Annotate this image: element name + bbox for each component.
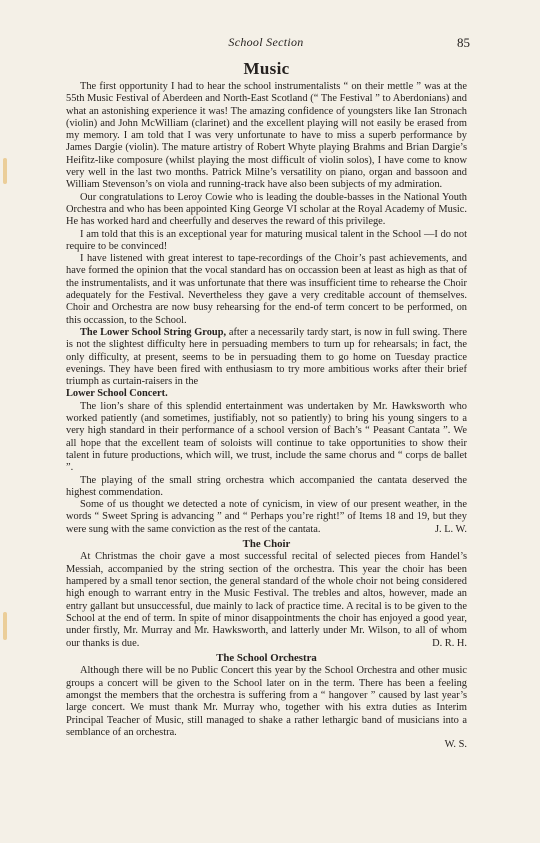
section-heading-choir: The Choir bbox=[242, 537, 291, 550]
paper-stain bbox=[3, 612, 7, 640]
author-signature: D. R. H. bbox=[432, 637, 467, 649]
paragraph bbox=[66, 551, 467, 649]
paragraph-text: At Christmas the choir gave a most successful recital of selected pieces from Handel’s Messiah, accompanied by the string section of the orchestra. This year the choir has been hampered by a small tenor section, the general standard of the whole choir not being considered high enough to warrant entry in the Music Festival. The trebles and altos, however, made an entry gallant but unsuccessful, due mainly to lack of practice time. A recital is to be given to the School at the end of term. In spite of minor disappointments the choir has enjoyed a good year, under firstly, Mr. Murray and Mr. Hawksworth, and latterly under Mr. Wilson, to all of whom our thanks is due. bbox=[66, 551, 467, 649]
paragraph: The first opportunity I had to hear the school instrumentalists “ on their mettle ” was at the 55th Music Festival of Aberdeen and North-East Scotland (“ The Festival ” to Aberdonians) and what an astonishing experience it was! The amazing confidence of youngsters like Ian Stronach (violin) and John McWilliam (clarinet) and the excellent playing will not easily be erased from my memory. I am told that I was very unfortunate to have to miss a superb performance by James Dargie (violin). The mature artistry of Robert Whyte playing Brahms and Brian Dargie’s Heifitz-like composure (whilst playing the most difficult of violin solos), I have come to know very well in the last two months. Patrick Milne’s versatility on piano, organ and bassoon and William Stevenson’s on viola and running-track have also been subjects of my admiration. bbox=[66, 81, 467, 191]
paragraph-text: after a necessarily tardy start, is now in full swing. There is not the slightest difficulty here in persuading members to turn up for rehearsals; in fact, the only difficulty, at present, seems to be in persuading them to go home on Tuesday practice evenings. They have been fired with enthusiasm to try more ambitious works after their brief triumph as curtain-raisers in the bbox=[66, 326, 467, 388]
paragraph: Although there will be no Public Concert this year by the School Orchestra and other music groups a concert will be given to the School later on in the term. There has been a feeling amongst the members that the orchestra is suffering from a “ hangover ” caused by last year’s large concert. We must thank Mr. Murray who, together with his extra duties as Interim Principal Teacher of Music, still managed to shake a rather lethargic band of musicians into a semblance of an orchestra. bbox=[66, 665, 467, 738]
article-body bbox=[66, 60, 467, 751]
article-title: Music bbox=[243, 59, 290, 78]
paragraph bbox=[66, 499, 467, 536]
paragraph: The lion’s share of this splendid entertainment was undertaken by Mr. Hawksworth who worked patiently (and sometimes, justifiably, not so patiently) to bring his young singers to a very high standard in their performance of a school version of Bach’s “ Peasant Cantata ”. We all hope that the excellent team of soloists will continue to take opportunities to show their talent in future productions, which will, we trust, include the same chorus and “ corps de ballet ”. bbox=[66, 400, 467, 474]
lower-school-string-group-label: The Lower School String Group, bbox=[80, 326, 227, 338]
author-signature: J. L. W. bbox=[434, 523, 467, 535]
paragraph: I have listened with great interest to tape-recordings of the Choir’s past achievements, and have formed the opinion that the vocal standard has on occassion been at least as high as that of the instrumentalists, and it was unfortunate that there was insufficient time to rehearse the Choir adequately for the Festival. Nevertheless they gave a very creditable account of themselves. Choir and Orchestra are now busy rehearsing for the end-of term concert to be performed, on this occassion, to the School. bbox=[66, 253, 467, 326]
paragraph: The playing of the small string orchestra which accompanied the cantata deserved the highest commendation. bbox=[66, 474, 467, 498]
author-signature: W. S. bbox=[444, 739, 467, 751]
paragraph bbox=[66, 327, 467, 388]
paragraph-text: Some of us thought we detected a note of cynicism, in view of our present weather, in the words “ Sweet Spring is advancing ” and “ Perhaps you’re right!” of Items 18 and 19, but they were sung with the same conviction as the rest of the cantata. bbox=[66, 499, 467, 535]
section-title: School Section bbox=[228, 35, 304, 49]
page-number: 85 bbox=[457, 35, 470, 50]
lower-school-concert-subhead: Lower School Concert. bbox=[66, 388, 168, 400]
running-head bbox=[62, 35, 470, 51]
paragraph: I am told that this is an exceptional year for maturing musical talent in the School —I do not require to be convinced! bbox=[66, 228, 467, 252]
section-heading-orchestra: The School Orchestra bbox=[216, 651, 317, 664]
paragraph: Our congratulations to Leroy Cowie who is leading the double-basses in the National Youth Orchestra and who has been appointed King George VI scholar at the Royal Academy of Music. He has worked hard and cheerfully and deserves the reward of this privilege. bbox=[66, 191, 467, 228]
paper-stain bbox=[3, 158, 7, 184]
